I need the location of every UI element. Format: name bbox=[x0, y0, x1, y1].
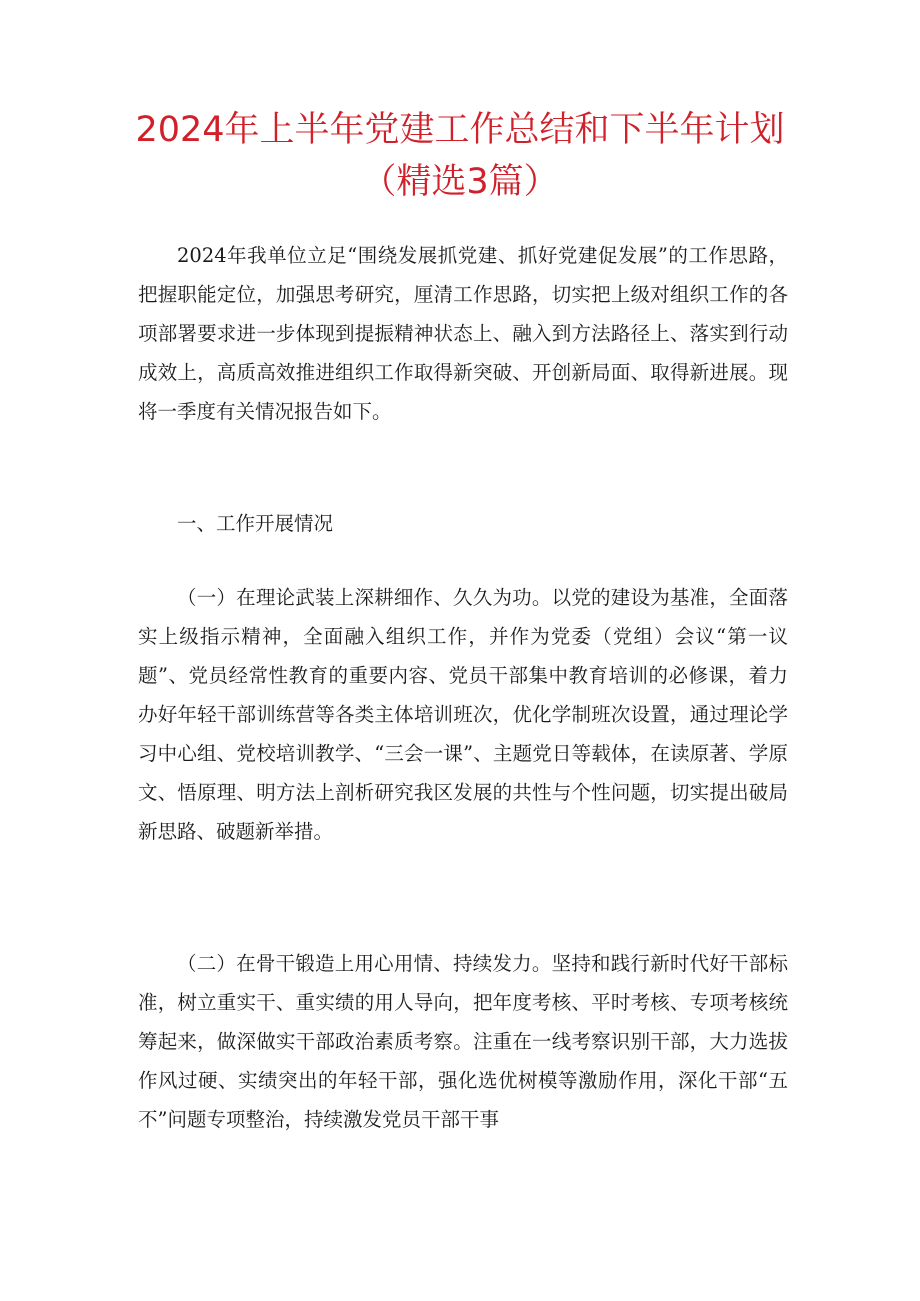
paragraph-cadre-forging: （二）在骨干锻造上用心用情、持续发力。坚持和践行新时代好干部标准，树立重实干、重实绩的用人导向，把年度考核、平时考核、专项考核统筹起来，做深做实干部政治素质考察。注重在一线考察识别干部，大力选拔作风过硬、实绩突出的年轻干部，强化选优树模等激励作用，深化干部“五不”问题专项整治，持续激发党员干部干事 bbox=[138, 952, 788, 1131]
section-heading-work-status: 一、工作开展情况 bbox=[177, 512, 334, 535]
paragraph-theory-armament: （一）在理论武装上深耕细作、久久为功。以党的建设为基准，全面落实上级指示精神，全面融入组织工作，并作为党委（党组）会议“第一议题”、党员经常性教育的重要内容、党员干部集中教育培训的必修课，着力办好年轻干部训练营等各类主体培训班次，优化学制班次设置，通过理论学习中心组、党校培训教学、“三会一课”、主题党日等载体，在读原著、学原文、悟原理、明方法上剖析研究我区发展的共性与个性问题，切实提出破局新思路、破题新举措。 bbox=[138, 586, 788, 843]
intro-paragraph: 2024年我单位立足“围绕发展抓党建、抓好党建促发展”的工作思路，把握职能定位，加强思考研究，厘清工作思路，切实把上级对组织工作的各项部署要求进一步体现到提振精神状态上、融入到方法路径上、落实到行动成效上，高质高效推进组织工作取得新突破、开创新局面、取得新进展。现将一季度有关情况报告如下。 bbox=[138, 244, 788, 423]
document-title: 2024年上半年党建工作总结和下半年计划（精选3篇） bbox=[135, 110, 785, 202]
